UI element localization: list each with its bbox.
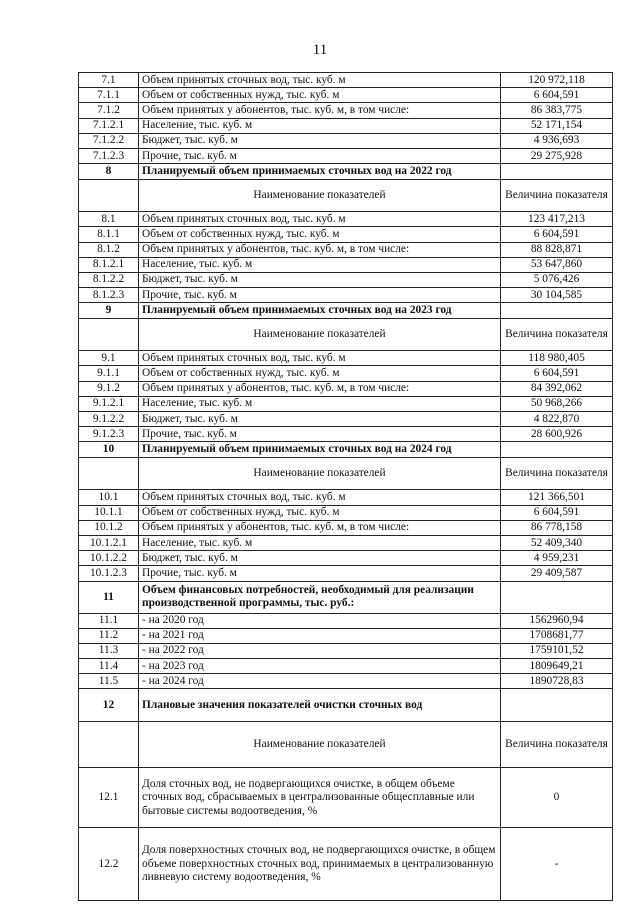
row-number: 7.1.2.1 bbox=[79, 118, 139, 133]
table-row bbox=[79, 73, 613, 88]
row-value: 52 171,154 bbox=[501, 118, 613, 133]
row-number: 11.3 bbox=[79, 643, 139, 658]
table-row bbox=[79, 272, 613, 287]
row-value: 0 bbox=[501, 768, 613, 828]
row-number: 8.1.2.2 bbox=[79, 272, 139, 287]
table-row bbox=[79, 88, 613, 103]
row-number: 11 bbox=[79, 581, 139, 613]
row-number: 10.1.2.1 bbox=[79, 535, 139, 550]
indicators-table bbox=[78, 72, 613, 901]
row-number: 10.1.2 bbox=[79, 520, 139, 535]
table-row bbox=[79, 257, 613, 272]
table-header-row bbox=[79, 180, 613, 212]
row-number: 8.1.2.1 bbox=[79, 257, 139, 272]
row-number: 8.1.2 bbox=[79, 242, 139, 257]
section-row bbox=[79, 164, 613, 180]
row-label: Наименование показателей bbox=[139, 722, 501, 768]
table-row bbox=[79, 351, 613, 366]
table-row bbox=[79, 242, 613, 257]
row-value: 30 104,585 bbox=[501, 288, 613, 303]
row-value: Величина показателя bbox=[501, 319, 613, 351]
row-value: 1809649,21 bbox=[501, 659, 613, 674]
table-header-row bbox=[79, 319, 613, 351]
row-value bbox=[501, 581, 613, 613]
table-row bbox=[79, 148, 613, 163]
row-value: 1759101,52 bbox=[501, 643, 613, 658]
row-number: 11.5 bbox=[79, 674, 139, 689]
table-row bbox=[79, 520, 613, 535]
table-row bbox=[79, 643, 613, 658]
table-row bbox=[79, 133, 613, 148]
row-value: 6 604,591 bbox=[501, 505, 613, 520]
table-row bbox=[79, 551, 613, 566]
row-label: Прочие, тыс. куб. м bbox=[139, 427, 501, 442]
row-value: 121 366,501 bbox=[501, 490, 613, 505]
row-value: 88 828,871 bbox=[501, 242, 613, 257]
section-row bbox=[79, 303, 613, 319]
row-label: Объем от собственных нужд, тыс. куб. м bbox=[139, 227, 501, 242]
table-row bbox=[79, 366, 613, 381]
row-number: 9.1.1 bbox=[79, 366, 139, 381]
table-row bbox=[79, 490, 613, 505]
row-value: 6 604,591 bbox=[501, 88, 613, 103]
row-label: Объем от собственных нужд, тыс. куб. м bbox=[139, 366, 501, 381]
row-value: - bbox=[501, 828, 613, 901]
row-label: - на 2022 год bbox=[139, 643, 501, 658]
row-label: Планируемый объем принимаемых сточных вод на 2024 год bbox=[139, 442, 501, 458]
row-label: Наименование показателей bbox=[139, 458, 501, 490]
row-value: 6 604,591 bbox=[501, 227, 613, 242]
row-number bbox=[79, 458, 139, 490]
row-label: Объем от собственных нужд, тыс. куб. м bbox=[139, 505, 501, 520]
row-label: Наименование показателей bbox=[139, 180, 501, 212]
row-value: 4 822,870 bbox=[501, 412, 613, 427]
row-label: Бюджет, тыс. куб. м bbox=[139, 133, 501, 148]
row-label: Население, тыс. куб. м bbox=[139, 535, 501, 550]
row-number: 10 bbox=[79, 442, 139, 458]
row-label: - на 2023 год bbox=[139, 659, 501, 674]
section-row bbox=[79, 442, 613, 458]
row-value: 28 600,926 bbox=[501, 427, 613, 442]
row-value: 1708681,77 bbox=[501, 628, 613, 643]
row-number bbox=[79, 319, 139, 351]
row-label: Наименование показателей bbox=[139, 319, 501, 351]
table-row bbox=[79, 212, 613, 227]
row-number: 8 bbox=[79, 164, 139, 180]
table-row bbox=[79, 535, 613, 550]
row-number: 7.1 bbox=[79, 73, 139, 88]
row-label: Объем принятых сточных вод, тыс. куб. м bbox=[139, 490, 501, 505]
row-number: 9.1.2.1 bbox=[79, 396, 139, 411]
row-label: Объем принятых сточных вод, тыс. куб. м bbox=[139, 73, 501, 88]
row-label: Объем принятых сточных вод, тыс. куб. м bbox=[139, 212, 501, 227]
row-label: Объем принятых сточных вод, тыс. куб. м bbox=[139, 351, 501, 366]
row-label: Население, тыс. куб. м bbox=[139, 257, 501, 272]
row-label: Прочие, тыс. куб. м bbox=[139, 566, 501, 581]
row-number: 10.1 bbox=[79, 490, 139, 505]
row-value bbox=[501, 442, 613, 458]
row-label: - на 2020 год bbox=[139, 613, 501, 628]
row-number: 7.1.1 bbox=[79, 88, 139, 103]
row-number: 11.2 bbox=[79, 628, 139, 643]
page-number: 11 bbox=[312, 42, 328, 58]
table-header-row bbox=[79, 458, 613, 490]
row-value: 29 275,928 bbox=[501, 148, 613, 163]
row-value: 52 409,340 bbox=[501, 535, 613, 550]
row-value: Величина показателя bbox=[501, 458, 613, 490]
row-value bbox=[501, 689, 613, 722]
row-label: Население, тыс. куб. м bbox=[139, 396, 501, 411]
row-number: 11.4 bbox=[79, 659, 139, 674]
row-value bbox=[501, 303, 613, 319]
table-row bbox=[79, 118, 613, 133]
row-value: 53 647,860 bbox=[501, 257, 613, 272]
row-value: 123 417,213 bbox=[501, 212, 613, 227]
table-row bbox=[79, 613, 613, 628]
row-value: 50 968,266 bbox=[501, 396, 613, 411]
row-value: Величина показателя bbox=[501, 722, 613, 768]
row-number: 9.1.2.3 bbox=[79, 427, 139, 442]
table-header-row bbox=[79, 722, 613, 768]
row-label: Объем принятых у абонентов, тыс. куб. м, в том числе: bbox=[139, 242, 501, 257]
row-label: Доля поверхностных сточных вод, не подвергающихся очистке, в общем объеме поверхностных сточных вод, принимаемых в централизованную ливневую систему водоотведения, % bbox=[139, 828, 501, 901]
row-label: Бюджет, тыс. куб. м bbox=[139, 272, 501, 287]
row-number: 10.1.1 bbox=[79, 505, 139, 520]
row-label: Объем принятых у абонентов, тыс. куб. м, в том числе: bbox=[139, 103, 501, 118]
row-number: 9.1 bbox=[79, 351, 139, 366]
row-label: Планируемый объем принимаемых сточных вод на 2023 год bbox=[139, 303, 501, 319]
row-number: 7.1.2.3 bbox=[79, 148, 139, 163]
table-row bbox=[79, 628, 613, 643]
row-value: 1890728,83 bbox=[501, 674, 613, 689]
row-number: 12.2 bbox=[79, 828, 139, 901]
section-row bbox=[79, 689, 613, 722]
row-value: 84 392,062 bbox=[501, 381, 613, 396]
table-row bbox=[79, 566, 613, 581]
row-label: - на 2024 год bbox=[139, 674, 501, 689]
table-row bbox=[79, 412, 613, 427]
row-value: 118 980,405 bbox=[501, 351, 613, 366]
row-label: Бюджет, тыс. куб. м bbox=[139, 412, 501, 427]
row-number: 12 bbox=[79, 689, 139, 722]
table-row bbox=[79, 396, 613, 411]
row-number: 8.1.2.3 bbox=[79, 288, 139, 303]
row-value: 5 076,426 bbox=[501, 272, 613, 287]
row-number: 9.1.2.2 bbox=[79, 412, 139, 427]
row-label: Объем принятых у абонентов, тыс. куб. м, в том числе: bbox=[139, 520, 501, 535]
table-row bbox=[79, 828, 613, 901]
table-row bbox=[79, 227, 613, 242]
row-value: 86 383,775 bbox=[501, 103, 613, 118]
row-label: Плановые значения показателей очистки сточных вод bbox=[139, 689, 501, 722]
row-number bbox=[79, 722, 139, 768]
row-value: 6 604,591 bbox=[501, 366, 613, 381]
row-number: 9 bbox=[79, 303, 139, 319]
row-value: 1562960,94 bbox=[501, 613, 613, 628]
row-label: Прочие, тыс. куб. м bbox=[139, 148, 501, 163]
section-row bbox=[79, 581, 613, 613]
table-row bbox=[79, 505, 613, 520]
table-row bbox=[79, 381, 613, 396]
row-number: 8.1 bbox=[79, 212, 139, 227]
row-label: Доля сточных вод, не подвергающихся очистке, в общем объеме сточных вод, сбрасываемых в централизованные общесплавные или бытовые системы водоотведения, % bbox=[139, 768, 501, 828]
row-number: 10.1.2.2 bbox=[79, 551, 139, 566]
row-value: 86 778,158 bbox=[501, 520, 613, 535]
row-number bbox=[79, 180, 139, 212]
row-value: 120 972,118 bbox=[501, 73, 613, 88]
row-label: Планируемый объем принимаемых сточных вод на 2022 год bbox=[139, 164, 501, 180]
row-number: 12.1 bbox=[79, 768, 139, 828]
row-number: 9.1.2 bbox=[79, 381, 139, 396]
row-number: 7.1.2.2 bbox=[79, 133, 139, 148]
table-row bbox=[79, 103, 613, 118]
row-number: 10.1.2.3 bbox=[79, 566, 139, 581]
table-row bbox=[79, 674, 613, 689]
table-row bbox=[79, 768, 613, 828]
row-label: Объем финансовых потребностей, необходимый для реализации производственной программы, тыс. руб.: bbox=[139, 581, 501, 613]
row-value: 4 936,693 bbox=[501, 133, 613, 148]
row-label: Объем от собственных нужд, тыс. куб. м bbox=[139, 88, 501, 103]
row-value: 4 959,231 bbox=[501, 551, 613, 566]
row-label: - на 2021 год bbox=[139, 628, 501, 643]
row-value: 29 409,587 bbox=[501, 566, 613, 581]
table-row bbox=[79, 427, 613, 442]
table-row bbox=[79, 288, 613, 303]
row-label: Прочие, тыс. куб. м bbox=[139, 288, 501, 303]
row-label: Население, тыс. куб. м bbox=[139, 118, 501, 133]
row-number: 11.1 bbox=[79, 613, 139, 628]
row-value bbox=[501, 164, 613, 180]
row-value: Величина показателя bbox=[501, 180, 613, 212]
row-label: Объем принятых у абонентов, тыс. куб. м, в том числе: bbox=[139, 381, 501, 396]
table-row bbox=[79, 659, 613, 674]
row-number: 8.1.1 bbox=[79, 227, 139, 242]
row-number: 7.1.2 bbox=[79, 103, 139, 118]
row-label: Бюджет, тыс. куб. м bbox=[139, 551, 501, 566]
